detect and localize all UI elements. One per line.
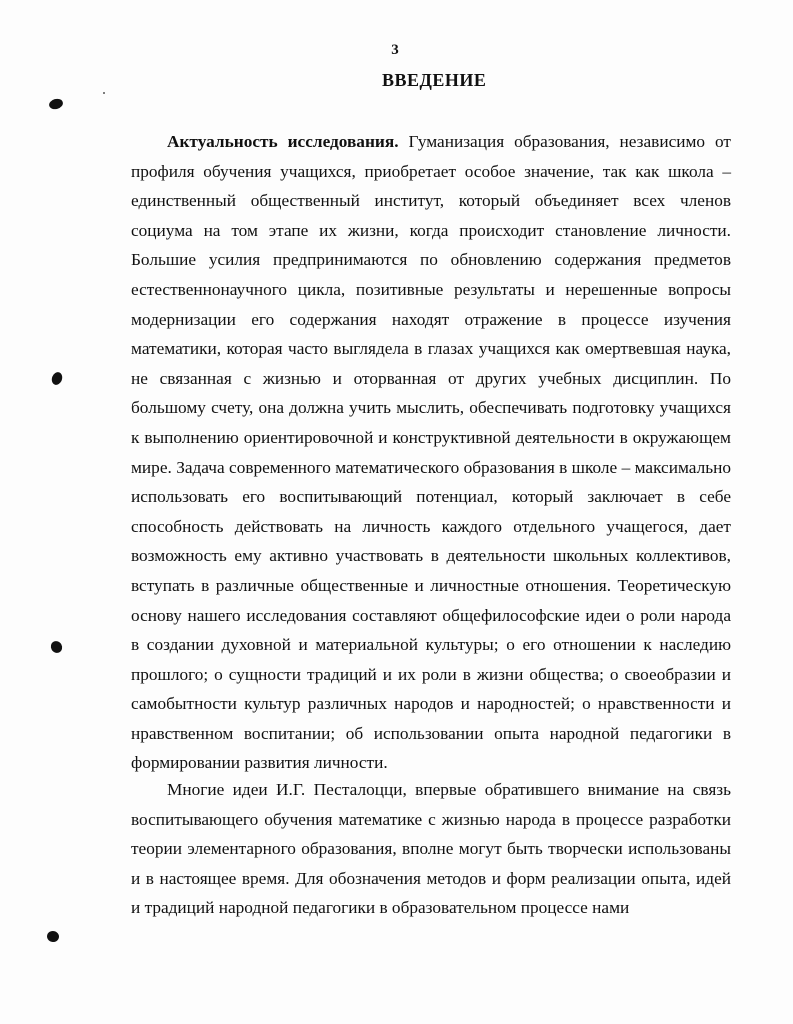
- paragraph-1: [131, 127, 731, 778]
- page-number: 3: [391, 42, 399, 58]
- section-heading: ВВЕДЕНИЕ: [382, 70, 487, 90]
- scan-speck: [103, 92, 105, 94]
- binder-hole-mark: [46, 930, 60, 943]
- run-in-heading: Актуальность исследования.: [167, 132, 399, 151]
- binder-hole-mark: [48, 97, 64, 110]
- binder-hole-mark: [49, 639, 65, 655]
- paragraph-2: Многие идеи И.Г. Песталоцци, впервые обратившего внимание на связь воспитывающего обучения математике с жизнью народа в процессе разработки теории элементарного образования, вполне могут быть творчески использованы и в настоящее время. Для обозначения методов и форм реализации опыта, идей и традиций народной педагогики в образовательном процессе нами: [131, 780, 731, 918]
- binder-hole-mark: [50, 371, 64, 387]
- paragraph-1-text: Гуманизация образования, независимо от профиля обучения учащихся, приобретает особое значение, так как школа – единственный общественный институт, который объединяет всех членов социума на том этапе их жизни, когда происходит становление личности. Большие усилия предпринимаются по обновлению содержания предметов естественнонаучного цикла, позитивные результаты и нерешенные вопросы модернизации его содержания находят отражение в процессе изучения математики, которая часто выглядела в глазах учащихся как омертвевшая наука, не связанная с жизнью и оторванная от других учебных дисциплин. По большому счету, она должна учить мыслить, обеспечивать подготовку учащихся к выполнению ориентировочной и конструктивной деятельности в окружающем мире. Задача современного математического образования в школе – максимально использовать его воспитывающий потенциал, который заключает в себе способность действовать на личность каждого отдельного учащегося, дает возможность ему активно участвовать в деятельности школьных коллективов, вступать в различные общественные и личностные отношения. Теоретическую основу нашего исследования составляют общефилософские идеи о роли народа в создании духовной и материальной культуры; о его отношении к наследию прошлого; о сущности традиций и их роли в жизни общества; о своеобразии и самобытности культур различных народов и народностей; о нравственности и нравственном воспитании; об использовании опыта народной педагогики в формировании развития личности.: [131, 132, 731, 773]
